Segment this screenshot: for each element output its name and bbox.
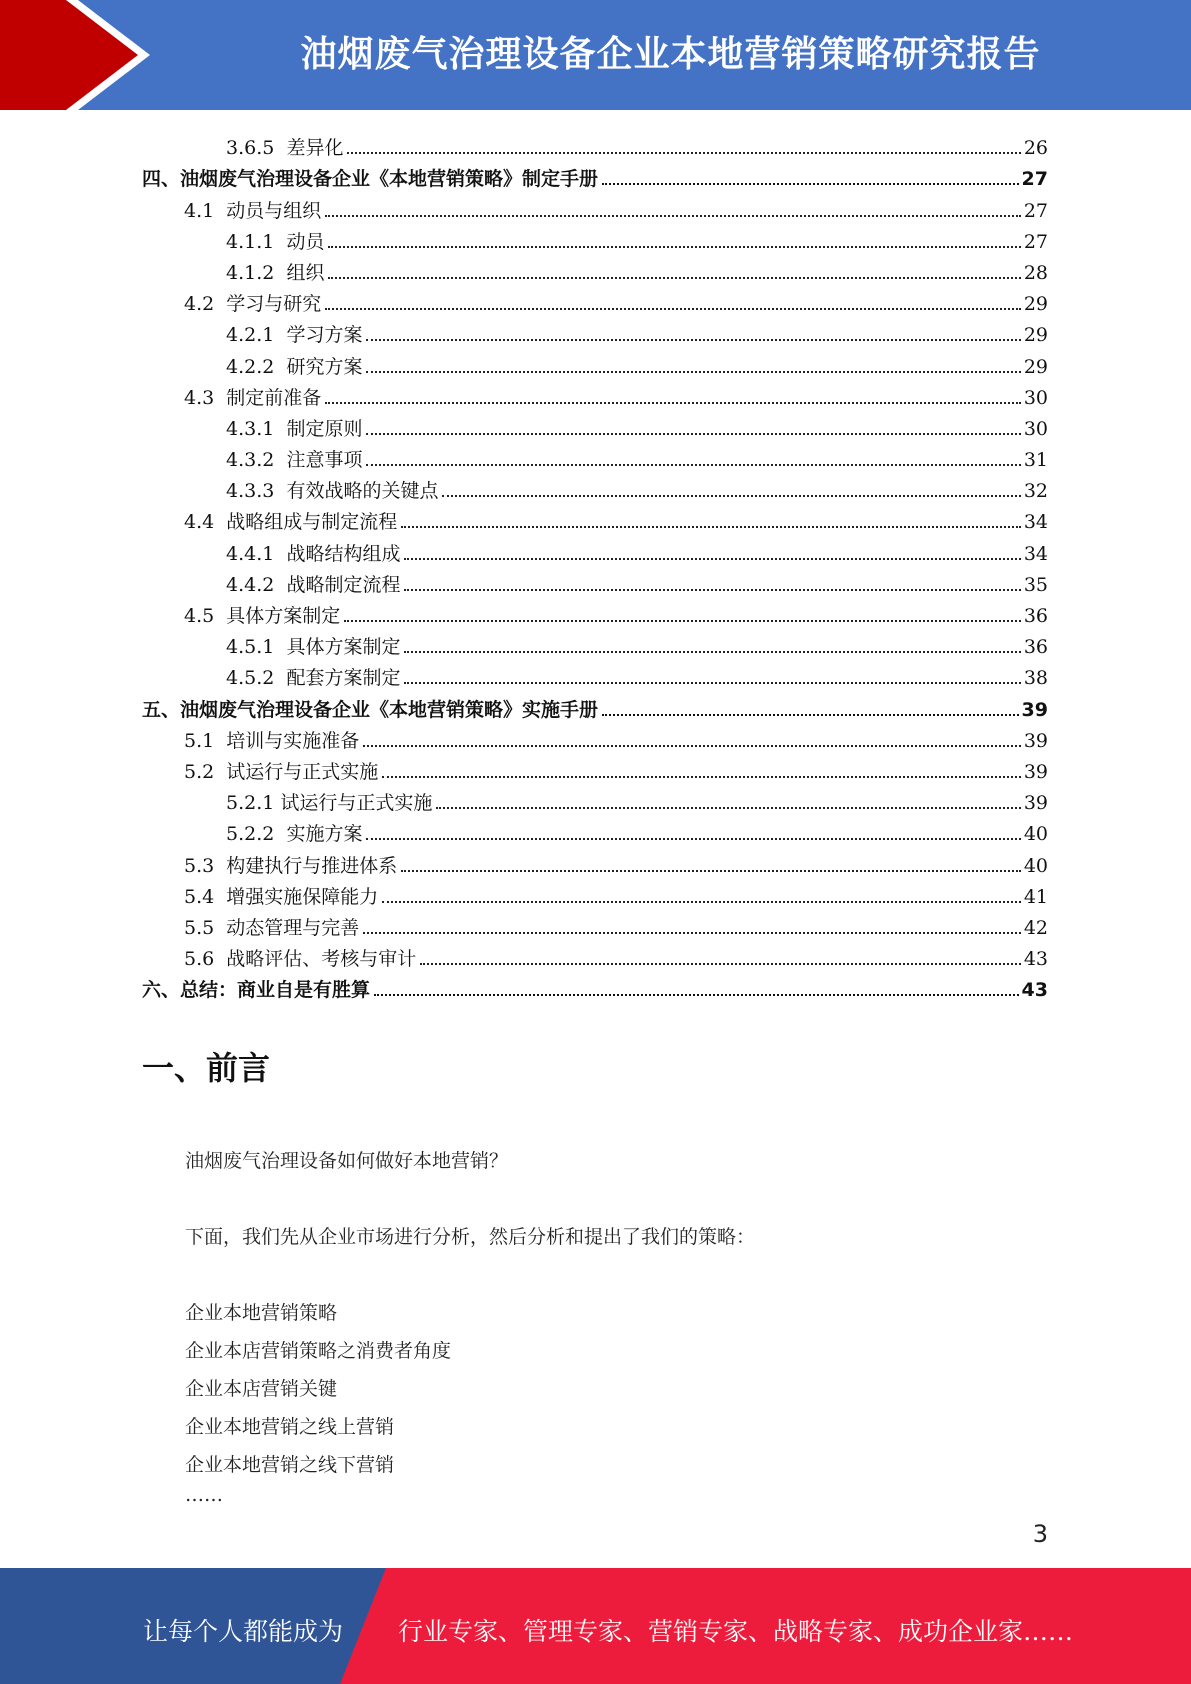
toc-entry[interactable]: [142, 190, 1048, 221]
toc-entry-page: 39: [1021, 698, 1048, 721]
toc-dot-leader: [347, 152, 1020, 154]
page-number: 3: [1032, 1520, 1048, 1548]
toc-entry-page: 41: [1023, 885, 1048, 908]
body-intro: 下面，我们先从企业市场进行分析，然后分析和提出了我们的策略：: [185, 1226, 756, 1248]
toc-entry-number: 5.2.2: [226, 823, 287, 846]
toc-entry-title: 具体方案制定: [286, 636, 401, 659]
toc-dot-leader: [363, 745, 1021, 747]
toc-entry-title: 试运行与正式实施: [226, 760, 379, 783]
toc-entry-page: 29: [1023, 293, 1048, 316]
toc-entry[interactable]: [142, 409, 1048, 440]
toc-dot-leader: [401, 526, 1021, 528]
toc-entry-page: 31: [1023, 449, 1048, 472]
toc-entry-number: 4.4: [184, 511, 227, 534]
strategy-list-item: 企业本地营销策略: [185, 1302, 338, 1324]
toc-dot-leader: [366, 339, 1020, 341]
toc-dot-leader: [404, 651, 1020, 653]
toc-entry-title: 制定前准备: [226, 386, 322, 409]
toc-dot-leader: [442, 495, 1020, 497]
footer-slogan-left: 让每个人都能成为: [143, 1617, 344, 1646]
toc-entry-title: 具体方案制定: [226, 605, 341, 627]
toc-entry-page: 40: [1023, 823, 1048, 846]
toc-entry[interactable]: [142, 502, 1048, 533]
toc-entry-title: 研究方案: [286, 355, 363, 378]
toc-entry-title: 五、油烟废气治理设备企业《本地营销策略》实施手册: [142, 698, 599, 721]
footer-banner: [0, 1568, 1191, 1684]
toc-entry-number: 4.1.1: [226, 230, 287, 253]
toc-entry[interactable]: [142, 970, 1048, 1001]
toc-entry-page: 28: [1023, 261, 1048, 284]
toc-entry-number: 4.3.3: [226, 480, 287, 503]
toc-dot-leader: [325, 308, 1021, 310]
toc-entry-number: 5.1: [184, 729, 227, 752]
toc-entry-page: 43: [1023, 948, 1048, 971]
toc-entry-number: 5.2: [184, 760, 227, 783]
toc-entry-number: 5.4: [184, 885, 227, 908]
toc-entry[interactable]: [142, 159, 1048, 190]
toc-entry-number: 4.5.1: [226, 636, 287, 659]
toc-entry-page: 34: [1023, 542, 1048, 565]
toc-entry-title: 战略组成与制定流程: [226, 511, 398, 534]
toc-entry-title: 组织: [286, 261, 325, 284]
toc-entry-title: 增强实施保障能力: [226, 885, 379, 908]
strategy-list-item: 企业本地营销之线上营销: [185, 1416, 395, 1438]
toc-entry-page: 30: [1023, 386, 1048, 409]
toc-entry-number: 4.3.1: [226, 417, 287, 440]
toc-dot-leader: [366, 371, 1020, 373]
toc-entry[interactable]: [142, 689, 1048, 720]
toc-entry-number: 3.6.5: [226, 137, 287, 160]
toc-entry-title: 实施方案: [286, 823, 363, 846]
toc-entry-title: 配套方案制定: [286, 667, 401, 690]
toc-entry[interactable]: [142, 658, 1048, 689]
toc-entry-title: 学习方案: [286, 324, 363, 347]
toc-entry-page: 30: [1023, 417, 1048, 440]
table-of-contents: [142, 128, 1048, 1001]
toc-entry-title: 战略评估、考核与审计: [226, 948, 417, 971]
toc-entry-number: 4.3.2: [226, 449, 287, 472]
toc-dot-leader: [602, 714, 1019, 716]
toc-entry-page: 39: [1023, 760, 1048, 783]
toc-entry-title: 四、油烟废气治理设备企业《本地营销策略》制定手册: [142, 168, 599, 191]
toc-entry-page: 27: [1023, 199, 1048, 222]
toc-entry-number: 4.5: [184, 605, 227, 627]
toc-entry-title: 战略结构组成: [286, 542, 401, 565]
toc-dot-leader: [404, 558, 1020, 560]
toc-entry-number: 4.2.2: [226, 355, 287, 378]
toc-dot-leader: [404, 682, 1020, 684]
toc-entry-title: 动态管理与完善: [226, 916, 360, 939]
toc-entry[interactable]: [142, 533, 1048, 564]
toc-entry[interactable]: [142, 346, 1048, 377]
toc-entry-title: 制定原则: [286, 417, 363, 440]
toc-entry[interactable]: [142, 908, 1048, 939]
toc-dot-leader: [420, 963, 1021, 965]
toc-entry[interactable]: [142, 721, 1048, 752]
toc-entry-page: 27: [1021, 168, 1048, 191]
toc-entry-title: 培训与实施准备: [226, 729, 360, 752]
toc-entry-number: 5.3: [184, 854, 227, 877]
toc-dot-leader: [328, 277, 1020, 279]
toc-entry-title: 注意事项: [286, 449, 363, 472]
toc-entry[interactable]: [142, 284, 1048, 315]
toc-dot-leader: [602, 183, 1019, 185]
toc-entry-number: 4.1: [184, 199, 227, 222]
toc-entry[interactable]: [142, 315, 1048, 346]
toc-entry[interactable]: [142, 471, 1048, 502]
section-heading: 一、前言: [142, 1049, 271, 1087]
header-red-arrow: [0, 0, 150, 110]
toc-entry[interactable]: [142, 939, 1048, 970]
toc-entry-number: 4.4.2: [226, 573, 287, 596]
toc-dot-leader: [363, 932, 1021, 934]
toc-entry-page: 36: [1023, 636, 1048, 659]
toc-dot-leader: [404, 589, 1020, 591]
toc-entry-title: 试运行与正式实施: [280, 792, 433, 815]
toc-entry[interactable]: [142, 128, 1048, 159]
toc-dot-leader: [325, 215, 1021, 217]
toc-entry[interactable]: [142, 378, 1048, 409]
toc-entry[interactable]: [142, 565, 1048, 596]
toc-entry-title: 构建执行与推进体系: [226, 854, 398, 877]
toc-entry-number: 4.2: [184, 293, 227, 316]
toc-entry[interactable]: [142, 814, 1048, 845]
toc-entry-page: 42: [1023, 916, 1048, 939]
strategy-list-item: 企业本店营销关键: [185, 1378, 338, 1400]
toc-entry[interactable]: [142, 222, 1048, 253]
toc-entry-page: 29: [1023, 324, 1048, 347]
toc-entry[interactable]: [142, 596, 1048, 627]
strategy-list-item: 企业本店营销策略之消费者角度: [185, 1340, 452, 1362]
toc-entry-title: 差异化: [286, 137, 344, 160]
toc-dot-leader: [366, 433, 1020, 435]
toc-dot-leader: [328, 246, 1020, 248]
toc-entry-title: 动员: [286, 230, 325, 253]
toc-entry-page: 29: [1023, 355, 1048, 378]
footer-slogan-right: 行业专家、管理专家、营销专家、战略专家、成功企业家……: [398, 1617, 1074, 1646]
toc-entry-title: 动员与组织: [226, 199, 322, 222]
toc-entry[interactable]: [142, 877, 1048, 908]
toc-entry[interactable]: [142, 752, 1048, 783]
toc-entry-page: 35: [1023, 573, 1048, 596]
toc-entry-page: 43: [1021, 979, 1048, 1002]
toc-entry-number: 5.5: [184, 916, 227, 939]
toc-entry-number: 4.5.2: [226, 667, 287, 690]
toc-dot-leader: [382, 901, 1021, 903]
toc-dot-leader: [401, 870, 1021, 872]
toc-entry-page: 38: [1023, 667, 1048, 690]
report-title: 油烟废气治理设备企业本地营销策略研究报告: [300, 34, 1041, 75]
toc-entry[interactable]: [142, 440, 1048, 471]
toc-entry-page: 32: [1023, 480, 1048, 503]
toc-entry-page: 34: [1023, 511, 1048, 534]
toc-entry-page: 27: [1023, 230, 1048, 253]
toc-dot-leader: [344, 620, 1021, 622]
toc-entry[interactable]: [142, 627, 1048, 658]
toc-dot-leader: [325, 402, 1021, 404]
toc-entry-page: 40: [1023, 854, 1048, 877]
toc-entry-page: 26: [1023, 137, 1048, 160]
strategy-list-item: 企业本地营销之线下营销: [185, 1454, 395, 1476]
header-banner: [0, 0, 1191, 110]
toc-entry-page: 39: [1023, 729, 1048, 752]
toc-dot-leader: [366, 464, 1020, 466]
toc-entry-page: 36: [1023, 605, 1048, 627]
body-ellipsis: ……: [185, 1484, 223, 1506]
toc-entry-number: 4.1.2: [226, 261, 287, 284]
toc-entry-title: 战略制定流程: [286, 573, 401, 596]
toc-entry-number: 4.2.1: [226, 324, 287, 347]
toc-entry-title: 学习与研究: [226, 293, 322, 316]
body-question: 油烟废气治理设备如何做好本地营销？: [185, 1150, 509, 1172]
toc-entry-number: 4.3: [184, 386, 227, 409]
toc-entry-number: 5.6: [184, 948, 227, 971]
toc-entry[interactable]: [142, 845, 1048, 876]
toc-dot-leader: [382, 776, 1021, 778]
toc-entry[interactable]: [142, 783, 1048, 814]
toc-entry-title: 有效战略的关键点: [286, 480, 439, 503]
toc-dot-leader: [366, 838, 1020, 840]
toc-dot-leader: [374, 994, 1019, 996]
toc-entry[interactable]: [142, 253, 1048, 284]
toc-entry-title: 六、总结：商业自是有胜算: [142, 979, 371, 1002]
toc-entry-number: 5.2.1: [226, 792, 281, 815]
toc-entry-number: 4.4.1: [226, 542, 287, 565]
toc-entry-page: 39: [1023, 792, 1048, 815]
toc-dot-leader: [436, 807, 1020, 809]
